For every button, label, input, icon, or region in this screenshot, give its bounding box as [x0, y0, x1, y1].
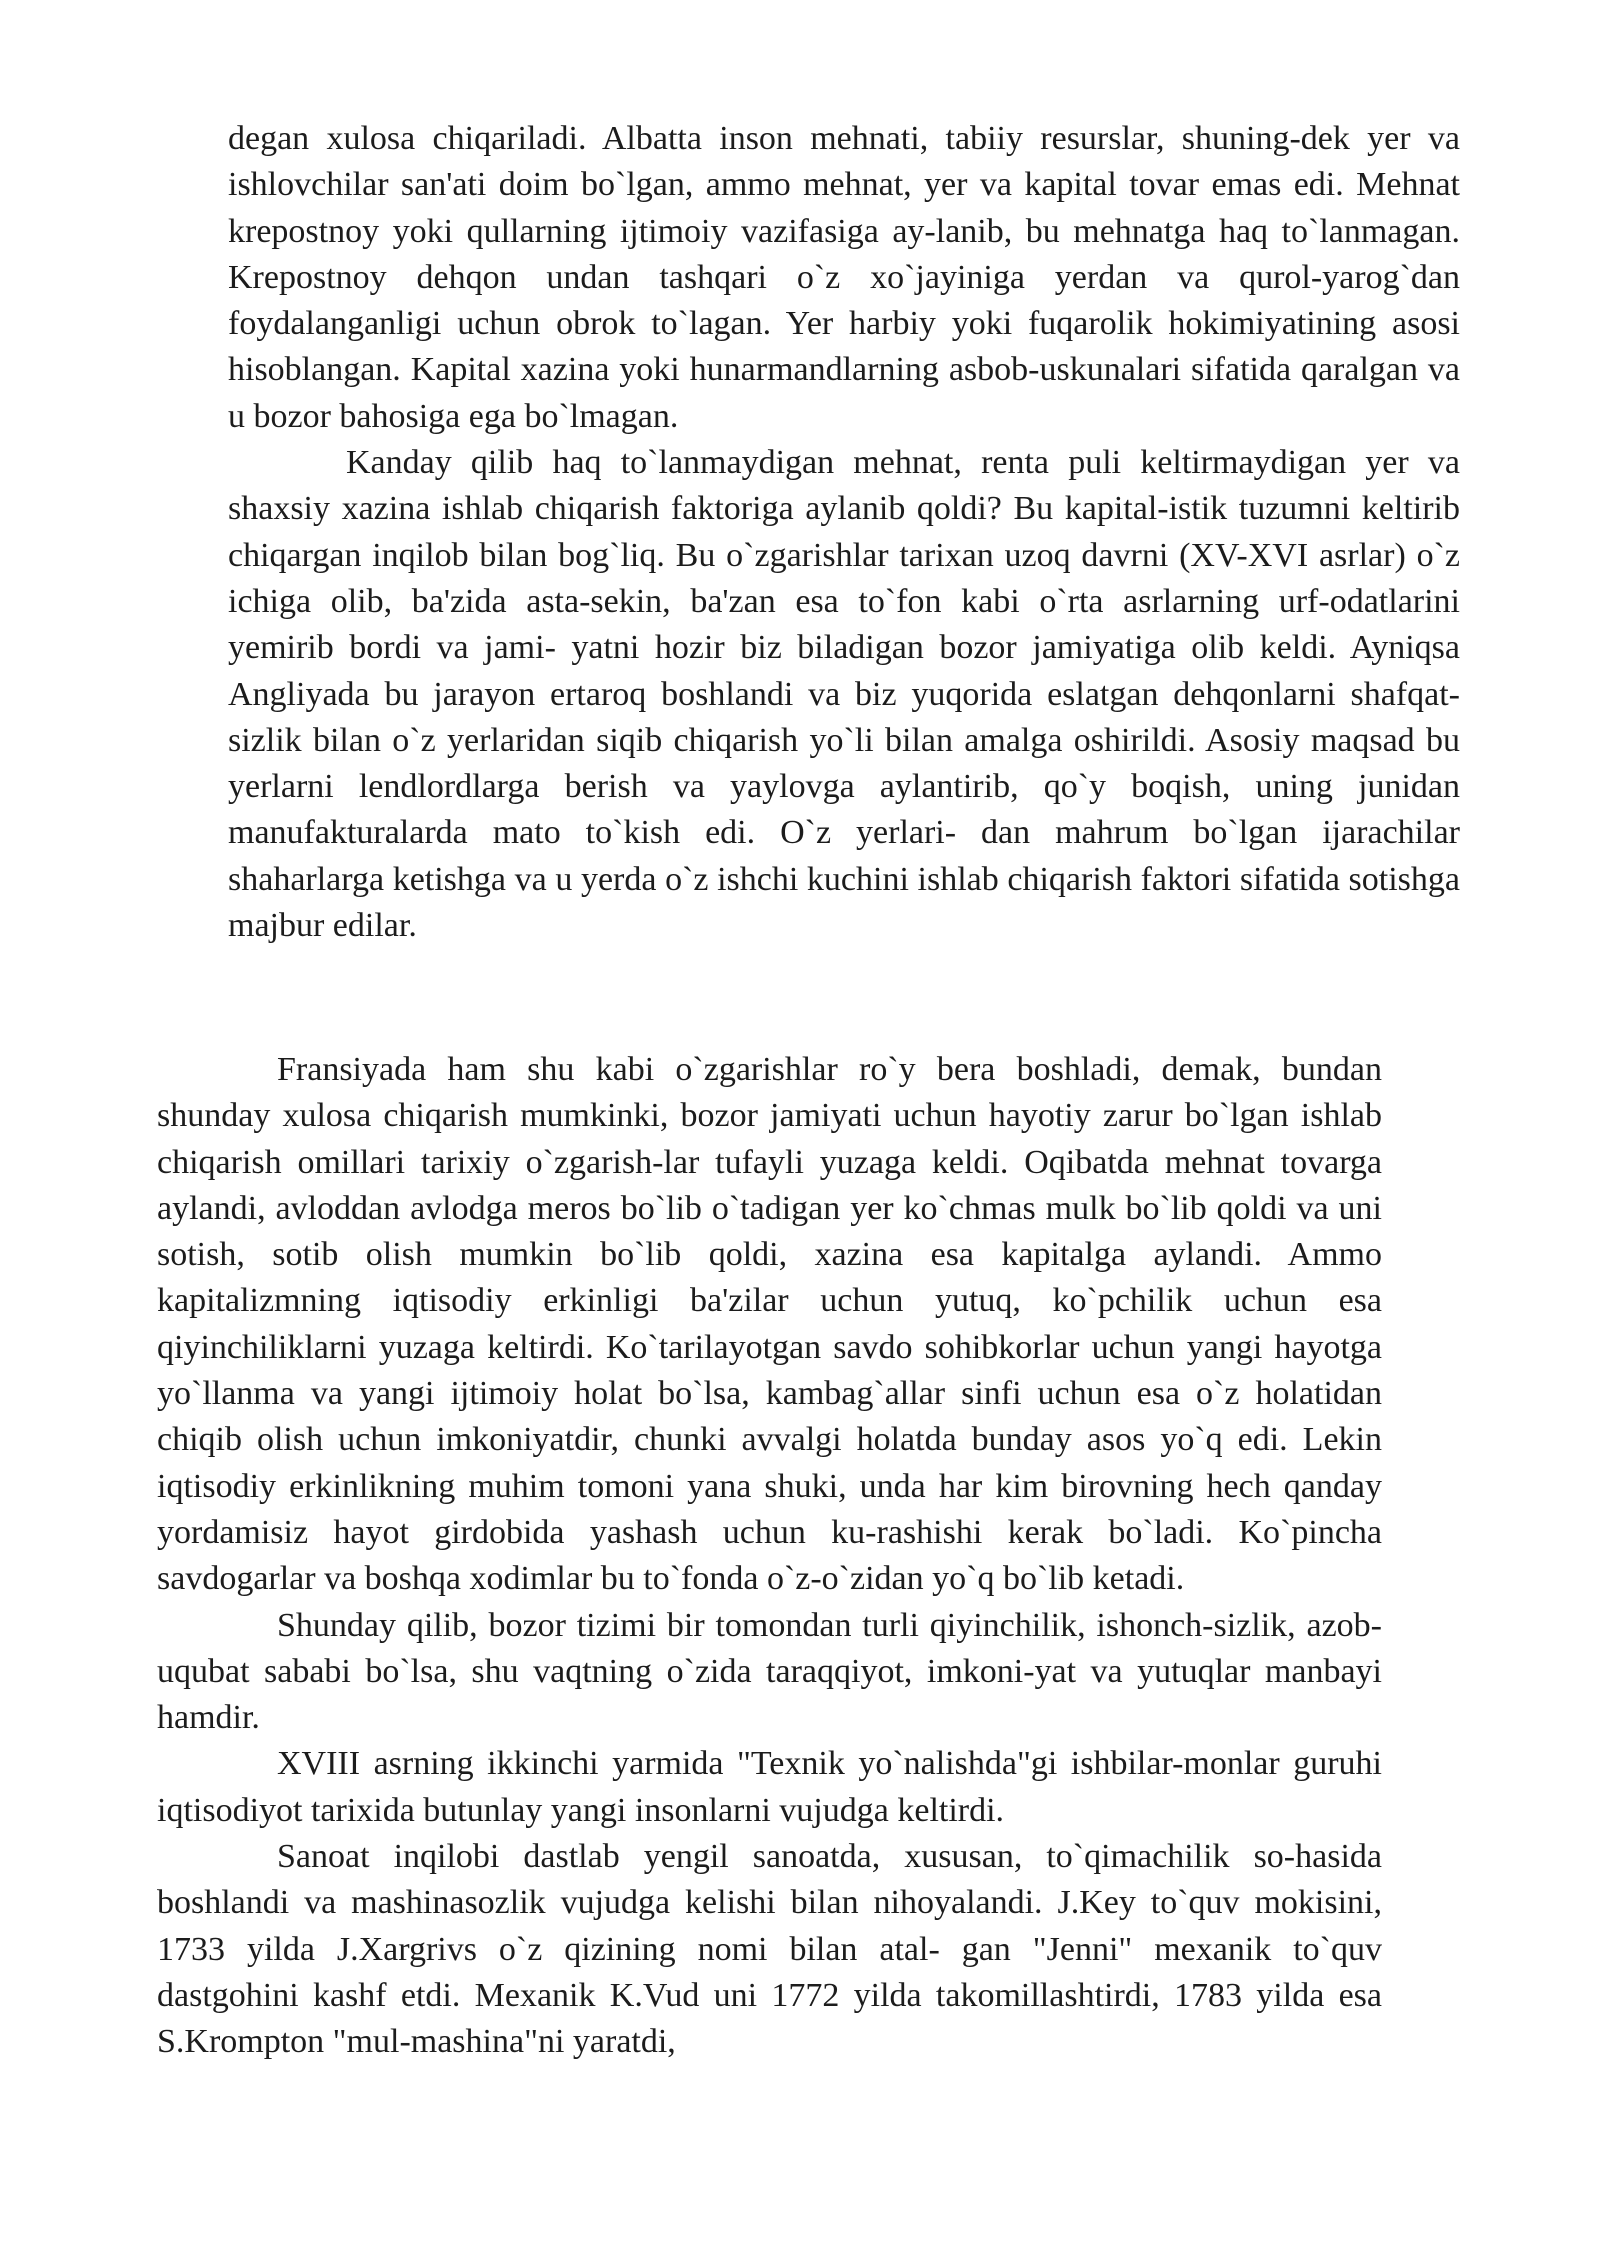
full-width-block	[157, 1047, 1382, 2066]
paragraph-1: degan xulosa chiqariladi. Albatta inson mehnati, tabiiy resurslar, shuning-dek yer va ishlovchilar san'ati doim bo`lgan, ammo mehnat, yer va kapital tovar emas edi. Mehnat krepostnoy yoki qullarning ijtimoiy vazifasiga ay-lanib, bu mehnatga haq to`lanmagan. Krepostnoy dehqon undan tashqari o`z xo`jayiniga yerdan va qurol-yarog`dan foydalanganligi uchun obrok to`lagan. Yer harbiy yoki fuqarolik hokimiyatining asosi hisoblangan. Kapital xazina yoki hunarmandlarning asbob-uskunalari sifatida qaralgan va u bozor bahosiga ega bo`lmagan.	[228, 120, 1460, 435]
paragraph-4: Shunday qilib, bozor tizimi bir tomondan turli qiyinchilik, ishonch-sizlik, azob-uqubat sababi bo`lsa, shu vaqtning o`zida taraqqiyot, imkoni-yat va yutuqlar manbayi hamdir.	[157, 1606, 1382, 1737]
paragraph-3: Fransiyada ham shu kabi o`zgarishlar ro`y bera boshladi, demak, bundan shunday xulosa chiqarish mumkinki, bozor jamiyati uchun hayotiy zarur bo`lgan ishlab chiqarish omillari tarixiy o`zgarish-lar tufayli yuzaga keldi. Oqibatda mehnat tovarga aylandi, avloddan avlodga meros bo`lib o`tadigan yer ko`chmas mulk bo`lib qoldi va uni sotish, sotib olish mumkin bo`lib qoldi, xazina esa kapitalga aylandi. Ammo kapitalizmning iqtisodiy erkinligi ba'zilar uchun yutuq, ko`pchilik uchun esa qiyinchiliklarni yuzaga keltirdi. Ko`tarilayotgan savdo sohibkorlar uchun yangi hayotga yo`llanma va yangi ijtimoiy holat bo`lsa, kambag`allar sinfi uchun esa o`z holatidan chiqib olish uchun imkoniyatdir, chunki avvalgi holatda bunday asos yo`q edi. Lekin iqtisodiy erkinlikning muhim tomoni yana shuki, unda har kim birovning hech qanday yordamisiz hayot girdobida yashash uchun ku-rashishi kerak bo`ladi. Ko`pincha savdogarlar va boshqa xodimlar bu to`fonda o`z-o`zidan yo`q bo`lib ketadi.	[157, 1051, 1382, 1598]
paragraph-5: XVIII asrning ikkinchi yarmida "Texnik yo`nalishda"gi ishbilar-monlar guruhi iqtisodiyot tarixida butunlay yangi insonlarni vujudga keltirdi.	[157, 1745, 1382, 1829]
indented-block	[228, 116, 1460, 949]
paragraph-2: Kanday qilib haq to`lanmaydigan mehnat, renta puli keltirmaydigan yer va shaxsiy xazina ishlab chiqarish faktoriga aylanib qoldi? Bu kapital-istik tuzumni keltirib chiqargan inqilob bilan bog`liq. Bu o`zgarishlar tarixan uzoq davrni (XV-XVI asrlar) o`z ichiga olib, ba'zida asta-sekin, ba'zan esa to`fon kabi o`rta asrlarning urf-odatlarini yemirib bordi va jami- yatni hozir biz biladigan bozor jamiyatiga olib keldi. Ayniqsa Angliyada bu jarayon ertaroq boshlandi va biz yuqorida eslatgan dehqonlarni shafqat- sizlik bilan o`z yerlaridan siqib chiqarish yo`li bilan amalga oshirildi. Asosiy maqsad bu yerlarni lendlordlarga berish va yaylovga aylantirib, qo`y boqish, uning junidan manufakturalarda mato to`kish edi. O`z yerlari- dan mahrum bo`lgan ijarachilar shaharlarga ketishga va u yerda o`z ishchi kuchini ishlab chiqarish faktori sifatida sotishga majbur edilar.	[228, 444, 1460, 945]
paragraph-6: Sanoat inqilobi dastlab yengil sanoatda, xususan, to`qimachilik so-hasida boshlandi va mashinasozlik vujudga kelishi bilan nihoyalandi. J.Key to`quv mokisini, 1733 yilda J.Xargrivs o`z qizining nomi bilan atal- gan "Jenni" mexanik to`quv dastgohini kashf etdi. Mexanik K.Vud uni 1772 yilda takomillashtirdi, 1783 yilda esa S.Krompton "mul-mashina"ni yaratdi,	[157, 1838, 1382, 2061]
